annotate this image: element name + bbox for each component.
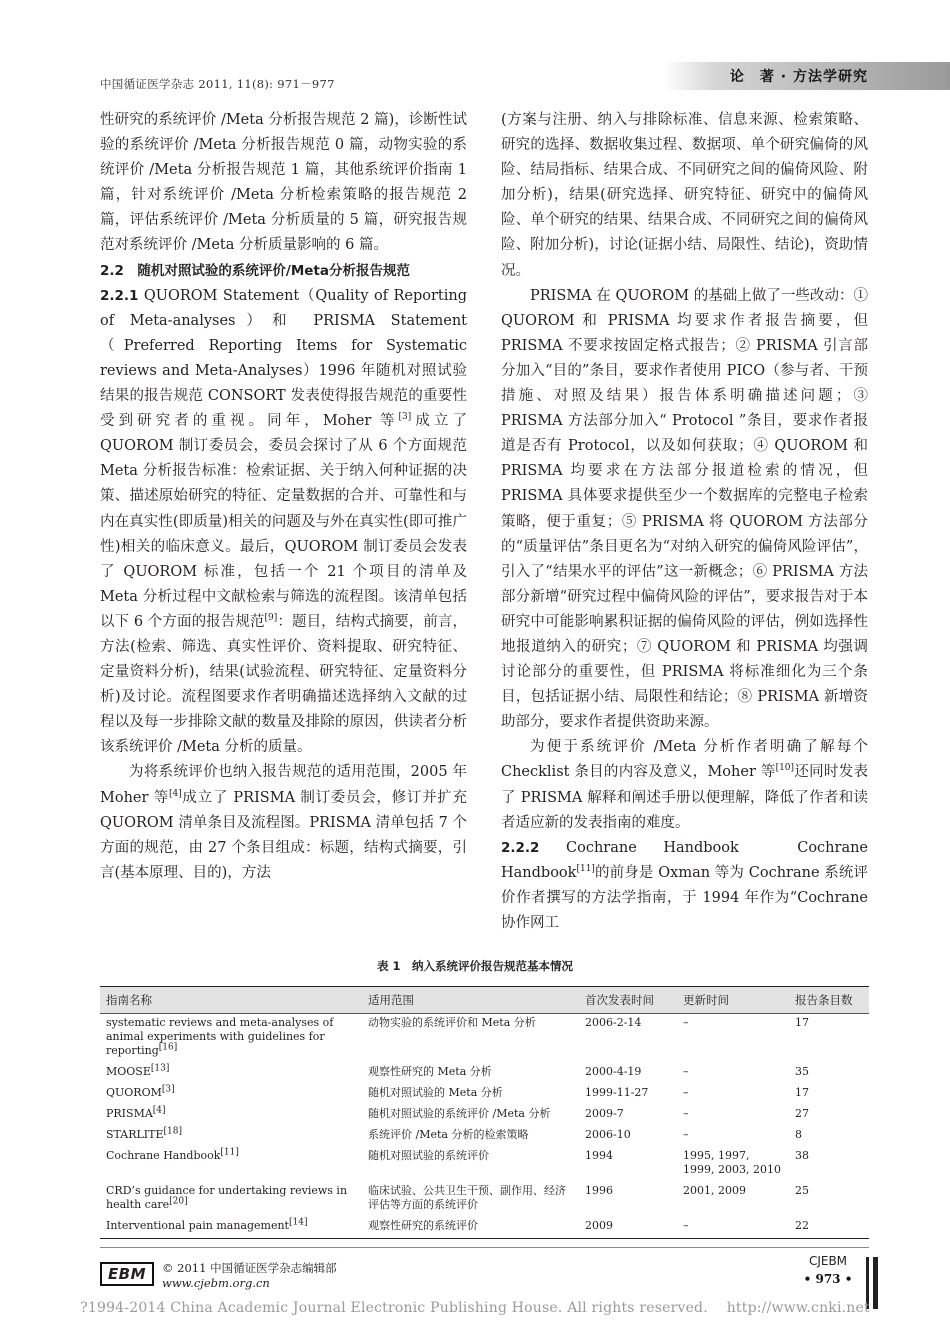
update-dates: – [683,1065,689,1078]
first-published-cell [579,1063,677,1084]
guideline-name-cell [100,1014,362,1064]
paragraph [100,760,467,885]
paragraph-text: 为将系统评价也纳入报告规范的适用范围，2005 年 Moher 等 [100,764,467,806]
table-header-cell: 首次发表时间 [579,987,677,1014]
first-published-cell [579,1126,677,1147]
paragraph-text: Cochrane Handbook Cochrane Handbook [501,839,869,881]
section-number-2-2-1: 2.2.1 [100,287,139,304]
citation: [10] [775,763,795,774]
scope-text: 系统评价 /Meta 分析的检索策略 [368,1128,529,1141]
update-cell [677,1217,789,1239]
citation: [4] [168,788,182,799]
first-published-cell [579,1147,677,1182]
paragraph: 性研究的系统评价 /Meta 分析报告规范 2 篇)，诊断性试验的系统评价 /Meta 分析报告规范 0 篇，动物实验的系统评价 /Meta 分析报告规范 1 篇，其他系统评价指南 1 篇，针对系统评价 /Meta 分析检索策略的报告规范 2 篇，评估系统评价 /Meta 分析质量的 5 篇，研究报告规范对系统评价 /Meta 分析质量影响的 6 篇。 [100,112,467,254]
table-header-cell: 指南名称 [100,987,362,1014]
item-count: 17 [795,1016,809,1029]
paragraph-text: 还同时发表了 PRISMA 解释和阐述手册以便理解，降低了作者和读者适应新的发表指南的难度。 [501,764,868,831]
table-title: 表 1 纳入系统评价报告规范基本情况 [376,959,573,973]
guideline-name: PRISMA [106,1107,153,1120]
section-number-2-2-2: 2.2.2 [501,839,540,856]
item-count-cell [789,1063,869,1084]
scope-cell [362,1217,579,1239]
guideline-name-cell [100,1147,362,1182]
scope-cell [362,1105,579,1126]
citation: [3] [398,412,412,423]
scope-text: 观察性研究的系统评价 [368,1219,478,1232]
paragraph-text: ：题目，结构式摘要，前言，方法(检索、筛选、真实性评价、资料提取、研究特征、定量资料分析)，结果(试验流程、研究特征、定量资料分析)及讨论。流程图要求作者明确描述选择纳入文献的过程以及每一步排除文献的数量及排除的原因，供读者分析该系统评价 /Meta 分析的质量。 [100,613,467,756]
update-cell [677,1182,789,1217]
update-dates: 1995, 1997, 1999, 2003, 2010 [683,1149,781,1176]
running-header-section: 论 著 · 方法学研究 [729,69,868,85]
guideline-name: STARLITE [106,1128,164,1141]
item-count: 38 [795,1149,809,1162]
right-column [501,108,868,936]
first-published-cell [579,1105,677,1126]
scope-text: 随机对照试验的系统评价 /Meta 分析 [368,1107,551,1120]
ebm-logo: EBM [100,1262,154,1286]
table-row [100,1217,869,1239]
scope-cell [362,1126,579,1147]
citation: [9] [264,613,278,624]
guideline-name: Cochrane Handbook [106,1149,221,1162]
item-count-cell [789,1217,869,1239]
scope-text: 临床试验、公共卫生干预、副作用、经济评估等方面的系统评价 [368,1184,566,1211]
item-count: 8 [795,1128,802,1141]
scope-cell [362,1084,579,1105]
first-published: 2006-2-14 [585,1016,642,1029]
table-row [100,1063,869,1084]
scope-cell [362,1182,579,1217]
guidelines-table [100,986,869,1239]
paragraph [501,735,868,835]
paragraph [100,284,467,761]
scope-cell [362,1014,579,1064]
citation: [20] [169,1196,188,1207]
guideline-name-cell [100,1063,362,1084]
footer-rule [100,1247,869,1248]
citation: [16] [158,1042,178,1053]
scope-text: 随机对照试验的 Meta 分析 [368,1086,503,1099]
update-dates: 2001, 2009 [683,1184,746,1197]
first-published-cell [579,1014,677,1064]
first-published-cell [579,1182,677,1217]
guideline-name-cell [100,1105,362,1126]
paragraph: PRISMA 在 QUOROM 的基础上做了一些改动：① QUOROM 和 PRISMA 均要求作者报告摘要，但 PRISMA 不要求按固定格式报告；② PRISMA 引言部分加入“目的”条目，要求作者使用 PICO（参与者、干预措施、对照及结果）报告体系明确描述问题；③ PRISMA 方法部分加入“ Protocol ”条目，要求作者报道是否有 Protocol，以及如何获取；④ QUOROM 和 PRISMA 均要求在方法部分报道检索的情况，但 PRISMA 具体要求提供至少一个数据库的完整电子检索策略，便于重复；⑤ PRISMA 将 QUOROM 方法部分的“质量评估”条目更名为“对纳入研究的偏倚风险评估”，引入了“结果水平的评估”这一新概念；⑥ PRISMA 方法部分新增“研究过程中偏倚风险的评估”，要求报告对于本研究中可能影响累积证据的偏倚风险的评估，例如选择性地报道纳入的研究；⑦ QUOROM 和 PRISMA 均强调讨论部分的重要性，但 PRISMA 将标准细化为三个条目，包括证据小结、局限性和结论；⑧ PRISMA 新增资助部分，要求作者提供资助来源。 [501,287,868,731]
paragraph-text: 为便于系统评价 /Meta 分析作者明确了解每个 Checklist 条目的内容及意义，Moher 等 [501,739,868,781]
journal-abbreviation: CJEBM [808,1254,848,1268]
table-header-cell: 适用范围 [362,987,579,1014]
guideline-name: MOOSE [106,1065,151,1078]
citation: [18] [163,1126,182,1137]
paragraph [501,836,868,936]
paragraph-text: 的前身是 Oxman 等为 Cochrane 系统评价作者撰写的方法学指南，于 1994 年作为“Cochrane 协作网工 [501,864,868,931]
citation: [11] [220,1147,239,1158]
update-cell [677,1063,789,1084]
citation: [3] [161,1084,175,1095]
update-cell [677,1147,789,1182]
scope-cell [362,1147,579,1182]
update-dates: – [683,1086,689,1099]
journal-url[interactable]: www.cjebm.org.cn [162,1276,270,1290]
table-row [100,1147,869,1182]
item-count: 27 [795,1107,809,1120]
update-cell [677,1084,789,1105]
first-published-cell [579,1217,677,1239]
paragraph-text: 成立了 QUOROM 制订委员会，委员会探讨了从 6 个方面规范 Meta 分析报告标准：检索证据、关于纳入何种证据的决策、描述原始研究的特征、定量数据的合并、可靠性和与内在真实性(即质量)相关的问题及与外在真实性(即可推广性)相关的临床意义。最后，QUOROM 制订委员会发表了 QUOROM 标准，包括一个 21 个项目的清单及 Meta 分析过程中文献检索与筛选的流程图。该清单包括以下 6 个方面的报告规范 [100,413,467,630]
scope-cell [362,1063,579,1084]
page-number: • 973 • [803,1272,853,1286]
paragraph-text: 成立了 PRISMA 制订委员会，修订并扩充 QUOROM 清单条目及流程图。PRISMA 清单包括 7 个方面的规范，由 27 个条目组成：标题，结构式摘要，引言(基本原理、目的)，方法 [100,789,467,881]
first-published: 1999-11-27 [585,1086,649,1099]
citation: [13] [150,1063,170,1074]
guideline-name: Interventional pain management [106,1219,289,1232]
item-count-cell [789,1126,869,1147]
first-published: 2000-4-19 [585,1065,642,1078]
left-column [100,108,467,886]
item-count: 22 [795,1219,809,1232]
paragraph: (方案与注册、纳入与排除标准、信息来源、检索策略、研究的选择、数据收集过程、数据项、单个研究偏倚的风险、结局指标、结果合成、不同研究之间的偏倚风险、附加分析)，结果(研究选择、研究特征、研究中的偏倚风险、单个研究的结果、结果合成、不同研究之间的偏倚风险、附加分析)，讨论(证据小结、局限性、结论)，资助情况。 [501,112,868,279]
guideline-name-cell [100,1126,362,1147]
citation: [11] [576,863,595,874]
copyright-text: © 2011 中国循证医学杂志编辑部 [162,1261,337,1275]
running-header-journal: 中国循证医学杂志 2011, 11(8): 971－977 [100,77,335,91]
table-row [100,1014,869,1064]
item-count: 35 [795,1065,809,1078]
update-dates: – [683,1219,689,1232]
update-cell [677,1126,789,1147]
cnki-watermark: ?1994-2014 China Academic Journal Electronic Publishing House. All rights reserved. http://www.cnki.net [80,1300,870,1316]
scope-text: 观察性研究的 Meta 分析 [368,1065,492,1078]
item-count: 17 [795,1086,809,1099]
citation: [4] [152,1105,166,1116]
first-published: 1996 [585,1184,613,1197]
guideline-name: systematic reviews and meta-analyses of animal experiments with guidelines for reporting [106,1016,334,1057]
table-row [100,1105,869,1126]
item-count: 25 [795,1184,809,1197]
update-cell [677,1105,789,1126]
paragraph-text: QUOROM Statement（Quality of Reporting of Meta-analyses）和 PRISMA Statement（Preferred Reporting Items for Systematic reviews and Meta-Analyses）1996 年随机对照试验结果的报告规范 CONSORT 发表使得报告规范的重要性受到研究者的重视。同年，Moher 等 [100,287,467,430]
item-count-cell [789,1182,869,1217]
first-published-cell [579,1084,677,1105]
item-count-cell [789,1105,869,1126]
guideline-name: QUOROM [106,1086,162,1099]
item-count-cell [789,1147,869,1182]
table-header-cell: 更新时间 [677,987,789,1014]
guideline-name-cell [100,1084,362,1105]
update-dates: – [683,1128,689,1141]
update-dates: – [683,1016,689,1029]
table-header-row [100,987,869,1014]
first-published: 2006-10 [585,1128,631,1141]
citation: [14] [288,1217,308,1228]
scope-text: 动物实验的系统评价和 Meta 分析 [368,1016,536,1029]
scope-text: 随机对照试验的系统评价 [368,1149,489,1162]
table-row [100,1182,869,1217]
update-dates: – [683,1107,689,1120]
section-heading-2-2: 2.2 随机对照试验的系统评价/Meta分析报告规范 [100,262,410,279]
item-count-cell [789,1084,869,1105]
table-row [100,1126,869,1147]
update-cell [677,1014,789,1064]
item-count-cell [789,1014,869,1064]
first-published: 1994 [585,1149,613,1162]
first-published: 2009-7 [585,1107,624,1120]
first-published: 2009 [585,1219,613,1232]
table-header-cell: 报告条目数 [789,987,869,1014]
guideline-name: CRD’s guidance for undertaking reviews in health care [106,1184,348,1211]
guideline-name-cell [100,1217,362,1239]
table-row [100,1084,869,1105]
guideline-name-cell [100,1182,362,1217]
